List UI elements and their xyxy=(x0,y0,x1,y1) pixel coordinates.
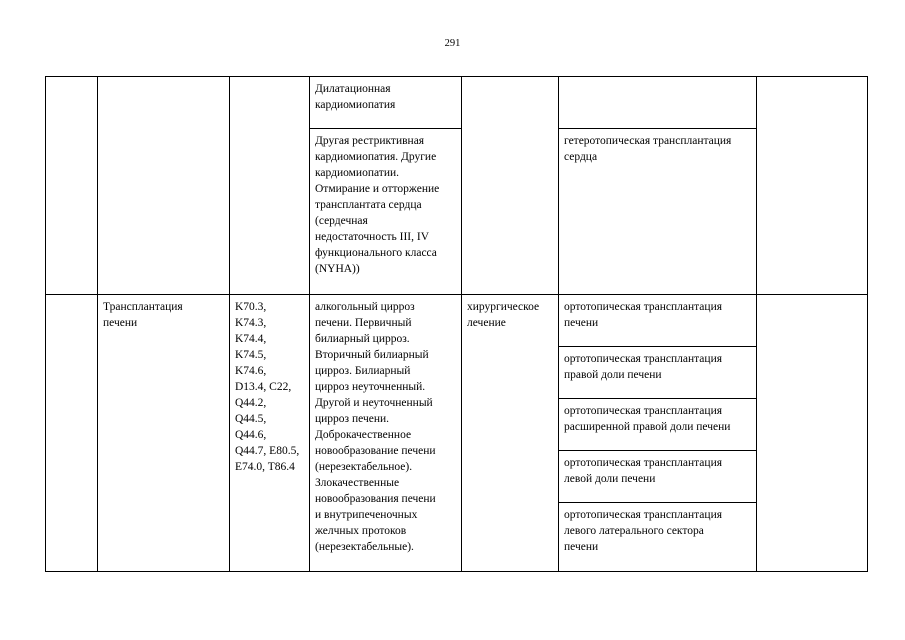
procedure-name-cell xyxy=(98,295,230,572)
method-cell xyxy=(559,77,757,129)
table-row xyxy=(46,295,868,347)
table-cell xyxy=(757,295,868,572)
disease-cell xyxy=(310,295,462,572)
table-cell xyxy=(98,77,230,295)
method-cell xyxy=(559,295,757,347)
table-cell xyxy=(462,77,559,295)
table-row xyxy=(46,77,868,129)
method-text: ортотопическая трансплантация правой доли печени xyxy=(564,353,723,381)
method-cell xyxy=(559,503,757,572)
method-cell xyxy=(559,399,757,451)
method-text: ортотопическая трансплантация печени xyxy=(564,301,723,329)
table-cell xyxy=(46,77,98,295)
table-cell xyxy=(46,295,98,572)
disease-cell xyxy=(310,129,462,295)
disease-text: Другая рестриктивная кардиомиопатия. Другие кардиомиопатии. Отмирание и отторжение трансплантата сердца (сердечная недостаточность III, IV функционального класса (NYHA)) xyxy=(315,135,440,275)
procedure-name-text: Трансплантация печени xyxy=(103,301,183,329)
method-text: ортотопическая трансплантация левой доли печени xyxy=(564,457,723,485)
icd-codes-cell xyxy=(230,295,310,572)
treatment-type-text: хирургическое лечение xyxy=(467,301,540,329)
method-text: ортотопическая трансплантация расширенной правой доли печени xyxy=(564,405,731,433)
page-number: 291 xyxy=(444,38,461,49)
table-cell xyxy=(230,77,310,295)
disease-text: Дилатационная кардиомиопатия xyxy=(315,83,396,111)
treatment-type-cell xyxy=(462,295,559,572)
table-cell xyxy=(757,77,868,295)
icd-codes-text: K70.3, K74.3, K74.4, K74.5, K74.6, D13.4, C22, Q44.2, Q44.5, Q44.6, Q44.7, E80.5, E74.0, T86.4 xyxy=(235,301,300,473)
method-text: гетеротопическая трансплантация сердца xyxy=(564,135,732,163)
method-cell xyxy=(559,347,757,399)
treatment-table xyxy=(45,76,868,572)
method-cell xyxy=(559,451,757,503)
disease-text: алкогольный цирроз печени. Первичный билиарный цирроз. Вторичный билиарный цирроз. Билиарный цирроз неуточненный. Другой и неуточненный цирроз печени. Доброкачественное новообразование печени (нерезектабельное). Злокачественные новообразования печени и внутрипеченочных желчных протоков (нерезектабельные). xyxy=(315,301,436,553)
method-text: ортотопическая трансплантация левого латерального сектора печени xyxy=(564,509,723,553)
method-cell xyxy=(559,129,757,295)
disease-cell xyxy=(310,77,462,129)
